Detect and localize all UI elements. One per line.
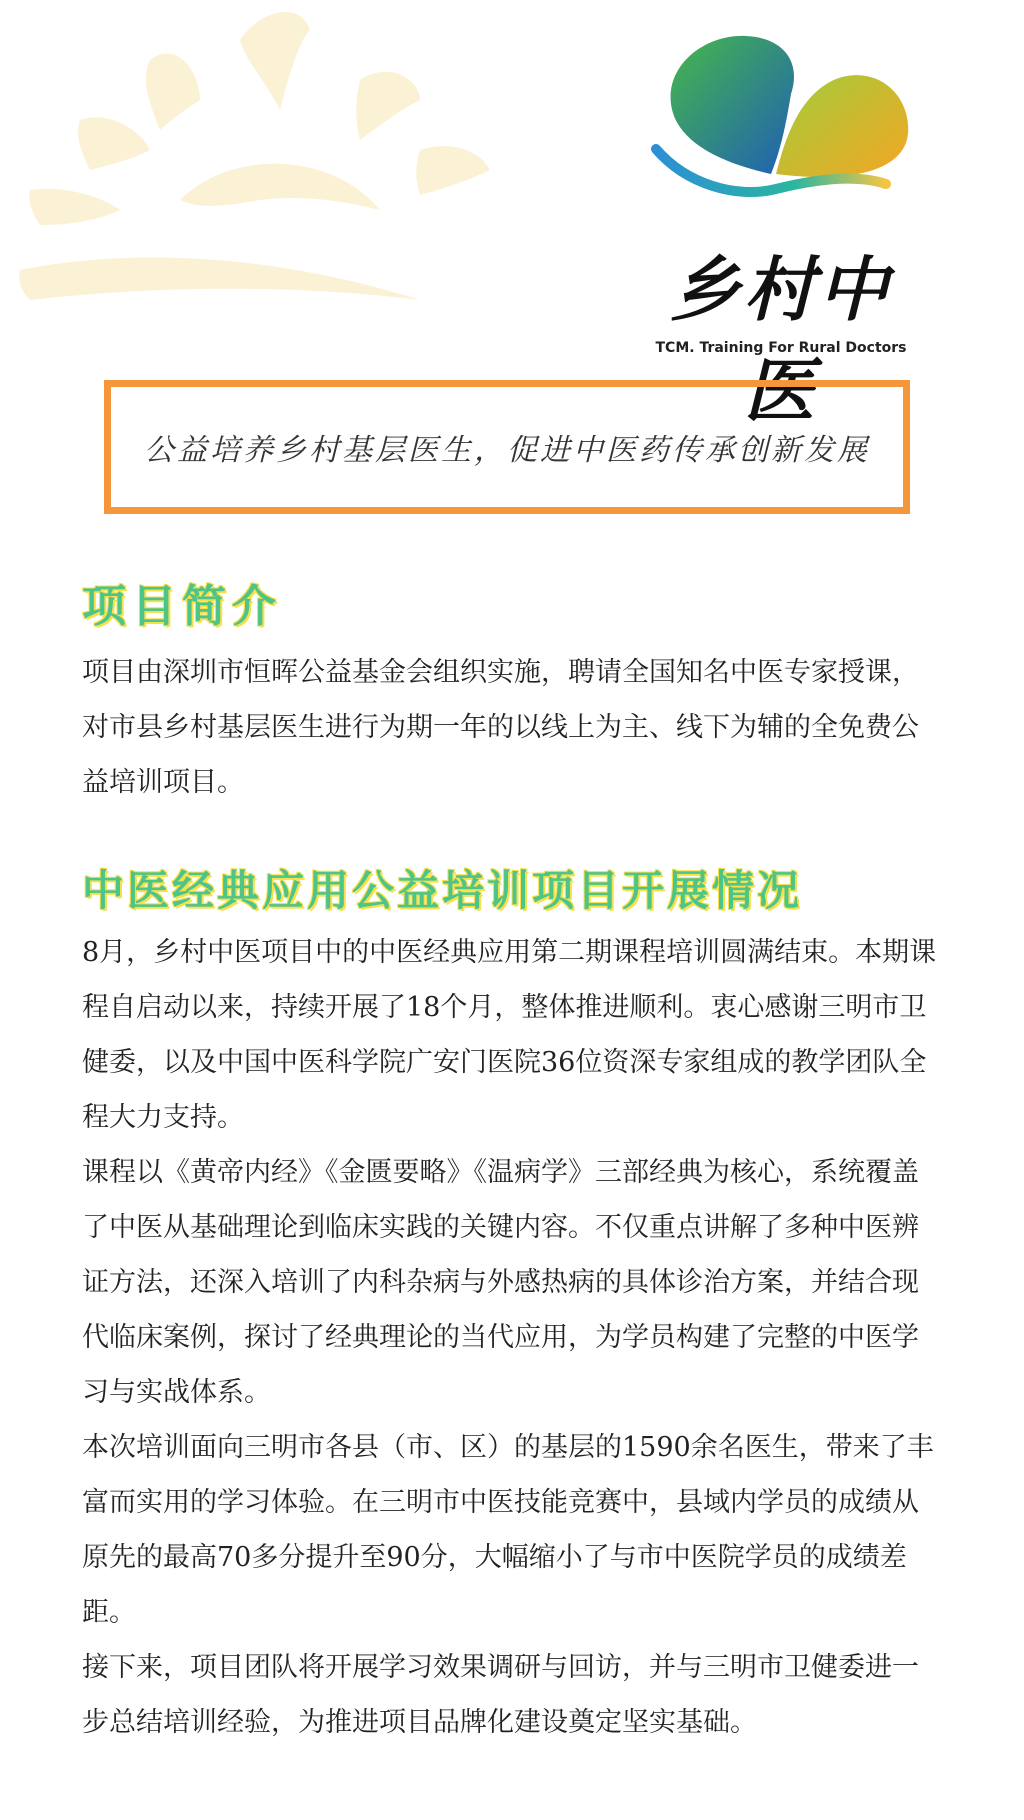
progress-paragraph-3: 本次培训面向三明市各县（市、区）的基层的1590余名医生，带来了丰富而实用的学习体验。在三明市中医技能竞赛中，县域内学员的成绩从原先的最高70多分提升至90分，大幅缩小了与市中医院学员的成绩差距。 (82, 1432, 934, 1628)
section-heading-progress: 中医经典应用公益培训项目开展情况 (82, 866, 803, 915)
section-heading-intro: 项目简介 (82, 581, 282, 632)
progress-paragraph-4: 接下来，项目团队将开展学习效果调研与回访，并与三明市卫健委进一步总结培训经验，为推进项目品牌化建设奠定坚实基础。 (82, 1652, 919, 1738)
logo-subtitle: TCM. Training For Rural Doctors (655, 340, 907, 356)
ginkgo-leaf-icon (636, 24, 926, 234)
slogan-text: 公益培养乡村基层医生，促进中医药传承创新发展 (144, 433, 870, 468)
logo-title: 乡村中医 (670, 249, 892, 432)
progress-paragraph-1: 8月，乡村中医项目中的中医经典应用第二期课程培训圆满结束。本期课程自启动以来，持续开展了18个月，整体推进顺利。衷心感谢三明市卫健委，以及中国中医科学院广安门医院36位资深专家组成的教学团队全程大力支持。 (82, 937, 937, 1133)
slogan-box (104, 380, 910, 514)
progress-paragraph-2: 课程以《黄帝内经》《金匮要略》《温病学》三部经典为核心，系统覆盖了中医从基础理论到临床实践的关键内容。不仅重点讲解了多种中医辨证方法，还深入培训了内科杂病与外感热病的具体诊治方案，并结合现代临床案例，探讨了经典理论的当代应用，为学员构建了完整的中医学习与实战体系。 (82, 1157, 919, 1408)
brand-logo (636, 24, 926, 432)
intro-paragraph: 项目由深圳市恒晖公益基金会组织实施，聘请全国知名中医专家授课，对市县乡村基层医生进行为期一年的以线上为主、线下为辅的全免费公益培训项目。 (82, 657, 919, 798)
sun-decoration (0, 0, 540, 340)
